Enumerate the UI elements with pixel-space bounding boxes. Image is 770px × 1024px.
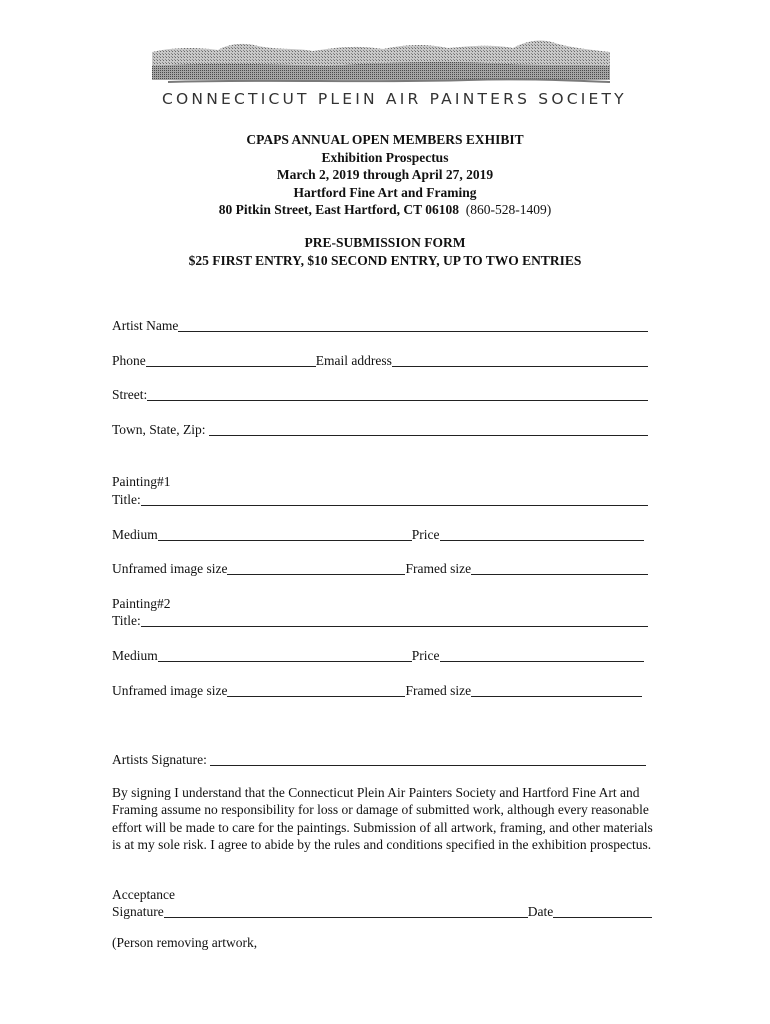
painting2-title-label: Title: <box>112 613 141 628</box>
painting2-price-label: Price <box>411 648 440 663</box>
acceptance-label: Acceptance <box>112 887 175 902</box>
painting1-framed-line[interactable] <box>471 561 648 575</box>
town-state-zip-field[interactable] <box>112 421 648 439</box>
painting2-size-row <box>112 682 648 700</box>
street-field[interactable] <box>112 386 648 404</box>
street-line[interactable] <box>147 387 648 401</box>
painting1-framed-label: Framed size <box>405 561 472 576</box>
venue-name: Hartford Fine Art and Framing <box>293 184 477 200</box>
cpaps-logo <box>148 36 627 112</box>
exhibit-dates: March 2, 2019 through April 27, 2019 <box>276 167 494 182</box>
painting1-medium-price-row <box>112 526 648 544</box>
painting1-price-label: Price <box>411 527 440 542</box>
artist-name-line[interactable] <box>178 318 648 332</box>
form-heading <box>0 234 770 269</box>
phone-label: Phone <box>112 353 146 368</box>
acceptance-signature-label: Signature <box>112 904 164 919</box>
town-state-zip-line[interactable] <box>209 422 648 436</box>
painting1-size-row <box>112 560 648 578</box>
organization-name: CONNECTICUT PLEIN AIR PAINTERS SOCIETY <box>162 90 627 108</box>
painting1-medium-line[interactable] <box>158 527 412 541</box>
artist-signature-field[interactable] <box>112 751 648 769</box>
painting2-price-line[interactable] <box>440 648 645 662</box>
painting1-title-label: Title: <box>112 492 141 507</box>
venue-address-line <box>0 201 770 219</box>
acceptance-date-line[interactable] <box>553 904 652 918</box>
phone-email-row <box>112 352 648 370</box>
artist-name-field[interactable] <box>112 317 648 335</box>
painting1-medium-label: Medium <box>112 527 158 542</box>
painting2-title-line[interactable] <box>141 613 648 627</box>
acceptance-date-label: Date <box>527 904 554 919</box>
town-state-zip-label: Town, State, Zip: <box>112 422 209 437</box>
painting2-unframed-label: Unframed image size <box>112 683 228 698</box>
artist-name-label: Artist Name <box>112 318 179 333</box>
landscape-logo-graphic <box>148 36 616 92</box>
painting1-unframed-label: Unframed image size <box>112 561 228 576</box>
venue-address: 80 Pitkin Street, East Hartford, CT 06108 <box>218 202 459 217</box>
painting2-title-field[interactable] <box>112 612 648 630</box>
artist-signature-label: Artists Signature: <box>112 752 211 767</box>
form-title: PRE-SUBMISSION FORM <box>304 235 466 250</box>
painting2-heading <box>112 595 648 613</box>
painting2-medium-price-row <box>112 647 648 665</box>
street-label: Street: <box>112 387 148 402</box>
venue-phone: (860-528-1409) <box>465 202 552 217</box>
painting2-framed-label: Framed size <box>405 683 472 698</box>
acceptance-heading <box>112 886 648 904</box>
painting1-title-line[interactable] <box>141 492 648 506</box>
email-label: Email address <box>315 353 392 368</box>
painting2-framed-line[interactable] <box>471 683 642 697</box>
painting2-heading-label: Painting#2 <box>112 596 171 611</box>
exhibit-title: CPAPS ANNUAL OPEN MEMBERS EXHIBIT <box>246 132 524 147</box>
exhibit-header <box>0 131 770 219</box>
painting1-heading-label: Painting#1 <box>112 474 171 489</box>
painting2-medium-line[interactable] <box>158 648 412 662</box>
prospectus-label: Exhibition Prospectus <box>321 149 449 165</box>
painting2-unframed-line[interactable] <box>227 683 405 697</box>
artist-signature-line[interactable] <box>210 752 646 766</box>
painting1-unframed-line[interactable] <box>227 561 405 575</box>
entry-fees: $25 FIRST ENTRY, $10 SECOND ENTRY, UP TO TWO ENTRIES <box>188 252 582 268</box>
painting1-price-line[interactable] <box>440 527 645 541</box>
person-removing-note <box>112 934 648 952</box>
person-removing-label: (Person removing artwork, <box>112 935 258 950</box>
painting1-heading <box>112 473 648 491</box>
acceptance-signature-line[interactable] <box>164 904 528 918</box>
email-line[interactable] <box>392 353 648 367</box>
liability-disclaimer: By signing I understand that the Connecticut Plein Air Painters Society and Hartford Fine Art and Framing assume no responsibility for loss or damage of submitted work, although every reasonable effort will be made to care for the paintings. Submission of all artwork, framing, and other materials is at my sole risk. I agree to abide by the rules and conditions specified in the exhibition prospectus. <box>112 785 653 852</box>
painting1-title-field[interactable] <box>112 491 648 509</box>
acceptance-signature-row <box>112 903 652 921</box>
phone-line[interactable] <box>146 353 316 367</box>
painting2-medium-label: Medium <box>112 648 158 663</box>
